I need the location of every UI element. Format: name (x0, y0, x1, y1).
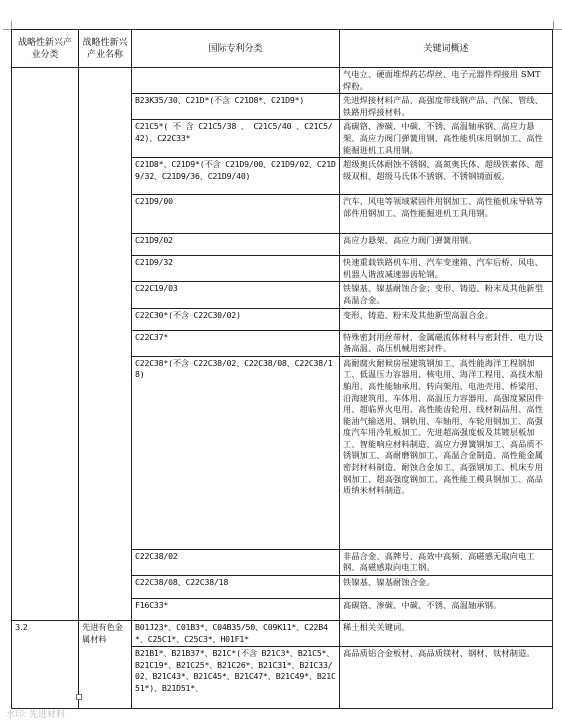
patent-classification-table (11, 29, 553, 709)
table-row (12, 620, 553, 646)
keyword-cell: 快速重载铁路机车用、汽车变速箱、汽车后桥、风电、机器人谐波减速器齿轮钢。 (340, 256, 553, 282)
table-resize-handle[interactable] (76, 694, 82, 700)
ipc-cell: C22C37* (132, 330, 340, 356)
table-row (12, 68, 553, 94)
keyword-cell: 高碳铬、渗碳、中碳、不锈、高温轴承钢。 (340, 598, 553, 620)
ipc-cell: C22C38/08、C22C38/18 (132, 575, 340, 598)
header-keywords: 关键词概述 (340, 30, 553, 68)
page-corner-mark (553, 21, 562, 30)
keyword-cell: 汽车、风电等领域紧固件用钢加工、高性能机床导轨等部件用钢加工、高性能掘进机工具用钢。 (340, 195, 553, 234)
ipc-cell: F16C33* (132, 598, 340, 620)
ipc-cell: C21D9/02 (132, 234, 340, 256)
keyword-cell: 铁镍基、镍基耐蚀合金。 (340, 575, 553, 598)
ipc-cell (132, 68, 340, 94)
keyword-cell: 气电立、硬面堆焊药芯焊丝、电子元器件焊接用 SMT 焊粉。 (340, 68, 553, 94)
header-industry-category: 战略性新兴产业分类 (12, 30, 79, 68)
ipc-cell: C21D9/00 (132, 195, 340, 234)
ipc-cell: C21C5*( 不 含 C21C5/38 、 C21C5/40 、C21C5/42)、C22C33* (132, 120, 340, 158)
keyword-cell: 非晶合金、高牌号、高效中高频、高磁感无取向电工钢、高磁感取向电工钢。 (340, 549, 553, 575)
keyword-cell: 铁镍基、镍基耐蚀合金；变形、铸造、粉末及其他新型高温合金。 (340, 282, 553, 308)
ipc-cell: C21D8*、C21D9*(不含 C21D9/00、C21D9/02、C21D9/32、C21D9/36、C21D9/40) (132, 158, 340, 195)
industry-category-cell (12, 68, 79, 621)
keyword-cell: 高耐腐火耐候房屋建筑钢加工、高性能海洋工程钢加工、低温压力容器用、核电用、海洋工程用、高技术船舶用、高性能轴承用、转向架用、电池壳用、桥梁用、沿海建筑用、车体用、高温压力容器用、高强度紧固件用、超临界火电用、高性能齿轮用、线材制品用、高性能油气输送用、钢轨用、车轴用、车轮用钢加工、高强度汽车用冷轧板加工、先进超高强度板及其镀层板加工、智能响应材料制造、高应力弹簧钢加工、高品质不锈钢加工、高耐磨钢加工、高温合金制造、高性能金属密封材料制造、耐蚀合金加工、高强钢加工、机床专用钢加工、超高强度钢加工、高性能工模具钢加工、高品质纳米材料制造。 (340, 356, 553, 549)
ipc-cell: C22C30*(不含 C22C30/02) (132, 308, 340, 330)
ipc-cell: B23K35/30、C21D*(不含 C21D8*、C21D9*) (132, 94, 340, 120)
keyword-cell: 高应力悬架、高应力阀门弹簧用钢。 (340, 234, 553, 256)
keyword-cell: 高碳铬、渗碳、中碳、不锈、高温轴承钢、高应力悬架、高应力阀门弹簧用钢、高性能机床用钢加工、高性能掘进机工具用钢。 (340, 120, 553, 158)
ipc-cell: C21D9/32 (132, 256, 340, 282)
table-header-row (12, 30, 553, 68)
ipc-cell: C22C19/03 (132, 282, 340, 308)
keyword-cell: 变形、铸造、粉末及其他新型高温合金。 (340, 308, 553, 330)
watermark-text: 水印: 先进材料 (6, 709, 66, 719)
header-ipc: 国际专利分类 (132, 30, 340, 68)
industry-name-cell: 先进有色金属材料 (79, 620, 132, 708)
keyword-cell: 高品质铝合金板材、高品质镁材、钢材、钛材制造。 (340, 647, 553, 709)
keyword-cell: 稀土相关关键词。 (340, 620, 553, 646)
ipc-cell: C22C38*(不含 C22C38/02、C22C38/08、C22C38/18) (132, 356, 340, 549)
industry-name-cell (79, 68, 132, 621)
keyword-cell: 先进焊接材料产品、高强度带线钢产品、汽保、管线、铁路用焊接材料。 (340, 94, 553, 120)
ipc-cell: C22C38/02 (132, 549, 340, 575)
header-industry-name: 战略性新兴产业名称 (79, 30, 132, 68)
ipc-cell: B01J23*、C01B3*、C04B35/50、C09K11*、C22B4*、C25C1*、C25C3*、H01F1* (132, 620, 340, 646)
ipc-cell: B21B1*、B21B37*、B21C*(不含 B21C3*、B21C5*、B21C19*、B21C25*、B21C26*、B21C31*、B21C33/02、B21C43*、B21C45*、B21C47*、B21C49*、B21C51*)、B21D51*、 (132, 647, 340, 709)
keyword-cell: 特殊密封用丝带材、金属磁流体材料与密封件、电力设备高温、高压机械用密封件。 (340, 330, 553, 356)
industry-category-cell: 3.2 (12, 620, 79, 708)
keyword-cell: 超级奥氏体耐蚀不锈钢、高氮奥氏体、超级铁素体、超级双相、超级马氏体不锈钢、不锈钢镜面板。 (340, 158, 553, 195)
